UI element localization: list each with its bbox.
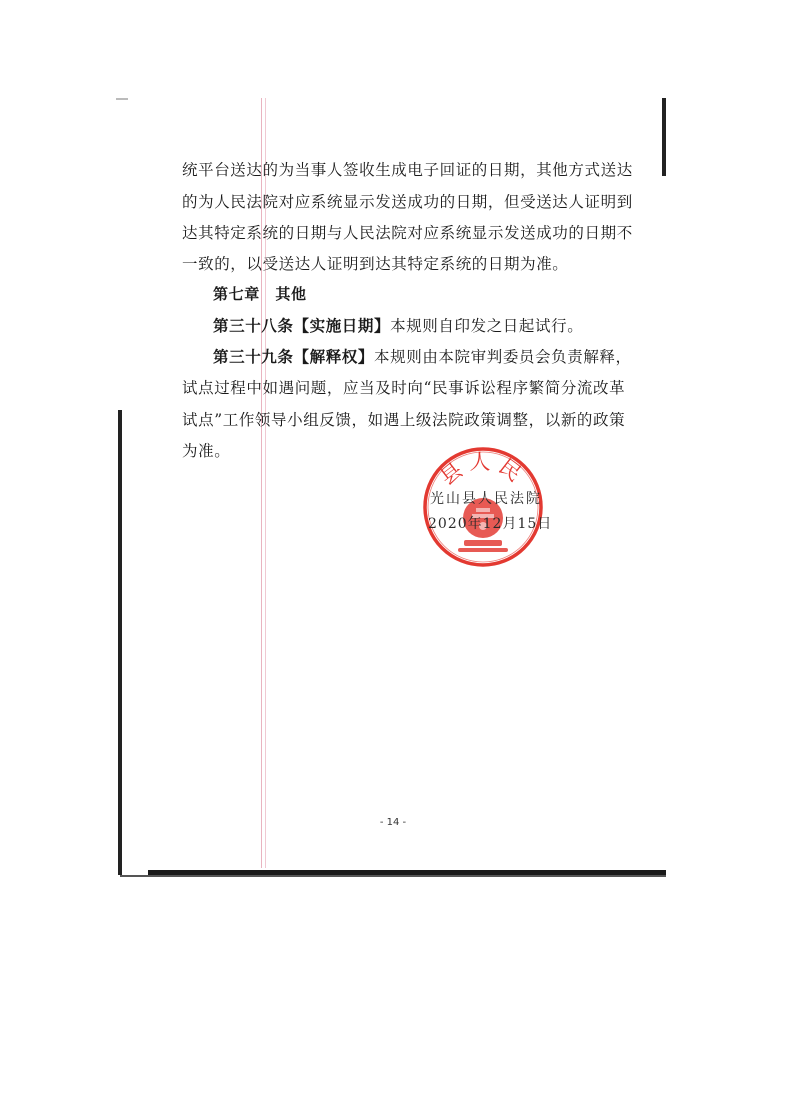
article-38 (182, 314, 612, 336)
paragraph-line: 达其特定系统的日期与人民法院对应系统显示发送成功的日期不 (182, 224, 633, 242)
article-38-label: 第三十八条【实施日期】 (213, 316, 391, 335)
paragraph-line: 为准。 (182, 442, 231, 460)
chapter-heading: 第七章 其他 (213, 285, 307, 303)
signature-court-name: 光山县人民法院 (430, 491, 542, 507)
article-39-label: 第三十九条【解释权】 (213, 347, 375, 366)
article-39 (182, 345, 632, 367)
paragraph-line: 统平台送达的为当事人签收生成电子回证的日期，其他方式送达 (182, 161, 633, 179)
signature-date: 2020年12月15日 (428, 516, 553, 532)
article-39-text: 本规则由本院审判委员会负责解释， (374, 348, 632, 366)
scan-right-edge (662, 98, 666, 176)
seal-text: 县人民 (435, 450, 531, 490)
scan-left-edge (118, 410, 122, 875)
page-number: - 14 - (379, 817, 407, 828)
article-38-text: 本规则自印发之日起试行。 (390, 317, 584, 335)
margin-line (265, 98, 266, 868)
svg-text:县人民 (436, 450, 531, 490)
scan-bottom-shadow (120, 875, 666, 877)
paragraph-line: 一致的，以受送达人证明到达其特定系统的日期为准。 (182, 255, 569, 273)
scan-edge-mark (116, 98, 128, 100)
paragraph-line: 试点过程中如遇问题，应当及时向“民事诉讼程序繁简分流改革 (182, 379, 626, 397)
paragraph-line: 的为人民法院对应系统显示发送成功的日期，但受送达人证明到 (182, 193, 633, 211)
paragraph-line: 试点”工作领导小组反馈，如遇上级法院政策调整，以新的政策 (182, 411, 626, 429)
margin-line (261, 98, 262, 868)
